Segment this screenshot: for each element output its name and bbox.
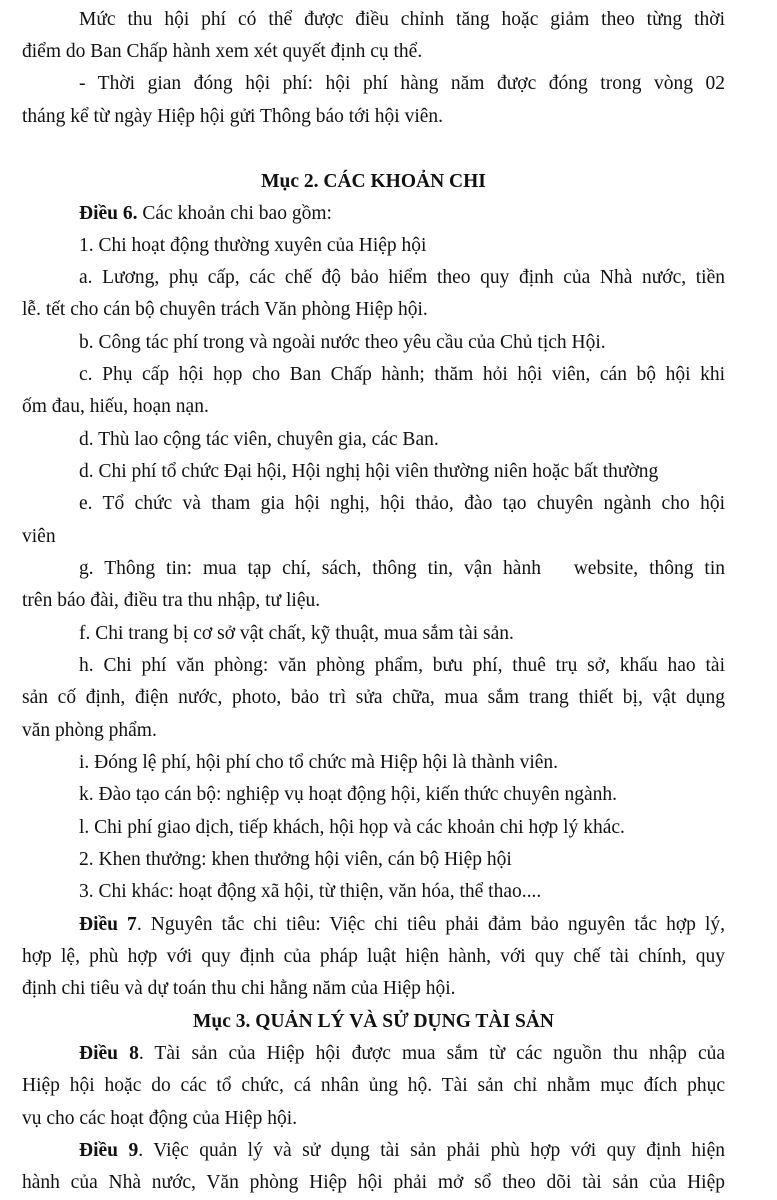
paragraph-line: lễ. tết cho cán bộ chuyên trách Văn phòng Hiệp hội. [22, 299, 428, 320]
paragraph-line: 1. Chi hoạt động thường xuyên của Hiệp hội [79, 235, 427, 256]
paragraph-line: Mức thu hội phí có thể được điều chỉnh tăng hoặc giảm theo từng thời [79, 9, 725, 30]
section-heading: Mục 3. QUẢN LÝ VÀ SỬ DỤNG TÀI SẢN [193, 1011, 554, 1032]
paragraph-line: k. Đào tạo cán bộ: nghiệp vụ hoạt động hội, kiến thức chuyên ngành. [79, 784, 618, 805]
paragraph-line: d. Thù lao cộng tác viên, chuyên gia, các Ban. [79, 429, 439, 450]
paragraph-line: hành của Nhà nước, Văn phòng Hiệp hội phải mở sổ theo dõi tài sản của Hiệp [22, 1172, 725, 1193]
paragraph-line: định chi tiêu và dự toán thu chi hằng năm của Hiệp hội. [22, 978, 456, 999]
paragraph-line: g. Thông tin: mua tạp chí, sách, thông tin, vận hành website, thông tin [79, 558, 725, 579]
article-9-line [22, 1138, 725, 1164]
paragraph-line: e. Tổ chức và tham gia hội nghị, hội thảo, đào tạo chuyên ngành cho hội [79, 493, 725, 514]
article-8-line [22, 1041, 725, 1067]
article-label: Điều 6. [79, 203, 138, 224]
paragraph-line: trên báo đài, điều tra thu nhập, tư liệu. [22, 590, 321, 611]
paragraph-line: - Thời gian đóng hội phí: hội phí hàng năm được đóng trong vòng 02 [79, 73, 725, 94]
paragraph-line: b. Công tác phí trong và ngoài nước theo yêu cầu của Chủ tịch Hội. [79, 332, 606, 353]
article-label: Điều 9 [79, 1140, 139, 1161]
paragraph-line: hợp lệ, phù hợp với quy định của pháp luật hiện hành, với quy chế tài chính, quy [22, 946, 725, 967]
article-label: Điều 8 [79, 1043, 139, 1064]
paragraph-line: a. Lương, phụ cấp, các chế độ bảo hiểm theo quy định của Nhà nước, tiền [79, 267, 725, 288]
paragraph-line: ốm đau, hiếu, hoạn nạn. [22, 396, 209, 417]
paragraph-line: sản cố định, điện nước, photo, bảo trì sửa chữa, mua sắm trang thiết bị, vật dụng [22, 687, 725, 708]
paragraph-line: viên [22, 526, 56, 547]
paragraph-line: l. Chi phí giao dịch, tiếp khách, hội họp và các khoản chi hợp lý khác. [79, 817, 625, 838]
paragraph-line: f. Chi trang bị cơ sở vật chất, kỹ thuật, mua sắm tài sản. [79, 623, 514, 644]
section-heading: Mục 2. CÁC KHOẢN CHI [261, 171, 486, 192]
paragraph-line: Hiệp hội hoặc do các tổ chức, cá nhân ủng hộ. Tài sản chỉ nhằm mục đích phục [22, 1075, 725, 1096]
paragraph-line: d. Chi phí tổ chức Đại hội, Hội nghị hội viên thường niên hoặc bất thường [79, 461, 659, 482]
article-7-line [22, 912, 725, 938]
paragraph-line: i. Đóng lệ phí, hội phí cho tổ chức mà Hiệp hội là thành viên. [79, 752, 559, 773]
article-6-line [22, 201, 332, 227]
paragraph-line: điểm do Ban Chấp hành xem xét quyết định cụ thể. [22, 41, 423, 62]
paragraph-line: văn phòng phẩm. [22, 720, 157, 741]
article-text: . Tài sản của Hiệp hội được mua sắm từ các nguồn thu nhập của [138, 1043, 725, 1064]
paragraph-line: 2. Khen thưởng: khen thưởng hội viên, cán bộ Hiệp hội [79, 849, 512, 870]
article-text: Các khoản chi bao gồm: [137, 203, 332, 224]
paragraph-line: tháng kể từ ngày Hiệp hội gửi Thông báo tới hội viên. [22, 106, 444, 127]
article-text: . Việc quản lý và sử dụng tài sản phải phù hợp với quy định hiện [138, 1140, 726, 1161]
paragraph-line: vụ cho các hoạt động của Hiệp hội. [22, 1108, 298, 1129]
paragraph-line: 3. Chi khác: hoạt động xã hội, từ thiện, văn hóa, thể thao.... [79, 881, 542, 902]
article-text: . Nguyên tắc chi tiêu: Việc chi tiêu phải đảm bảo nguyên tắc hợp lý, [136, 914, 726, 935]
article-label: Điều 7 [79, 914, 137, 935]
paragraph-line: c. Phụ cấp hội họp cho Ban Chấp hành; thăm hỏi hội viên, cán bộ hội khi [79, 364, 725, 385]
paragraph-line: h. Chi phí văn phòng: văn phòng phẩm, bưu phí, thuê trụ sở, khấu hao tài [79, 655, 725, 676]
